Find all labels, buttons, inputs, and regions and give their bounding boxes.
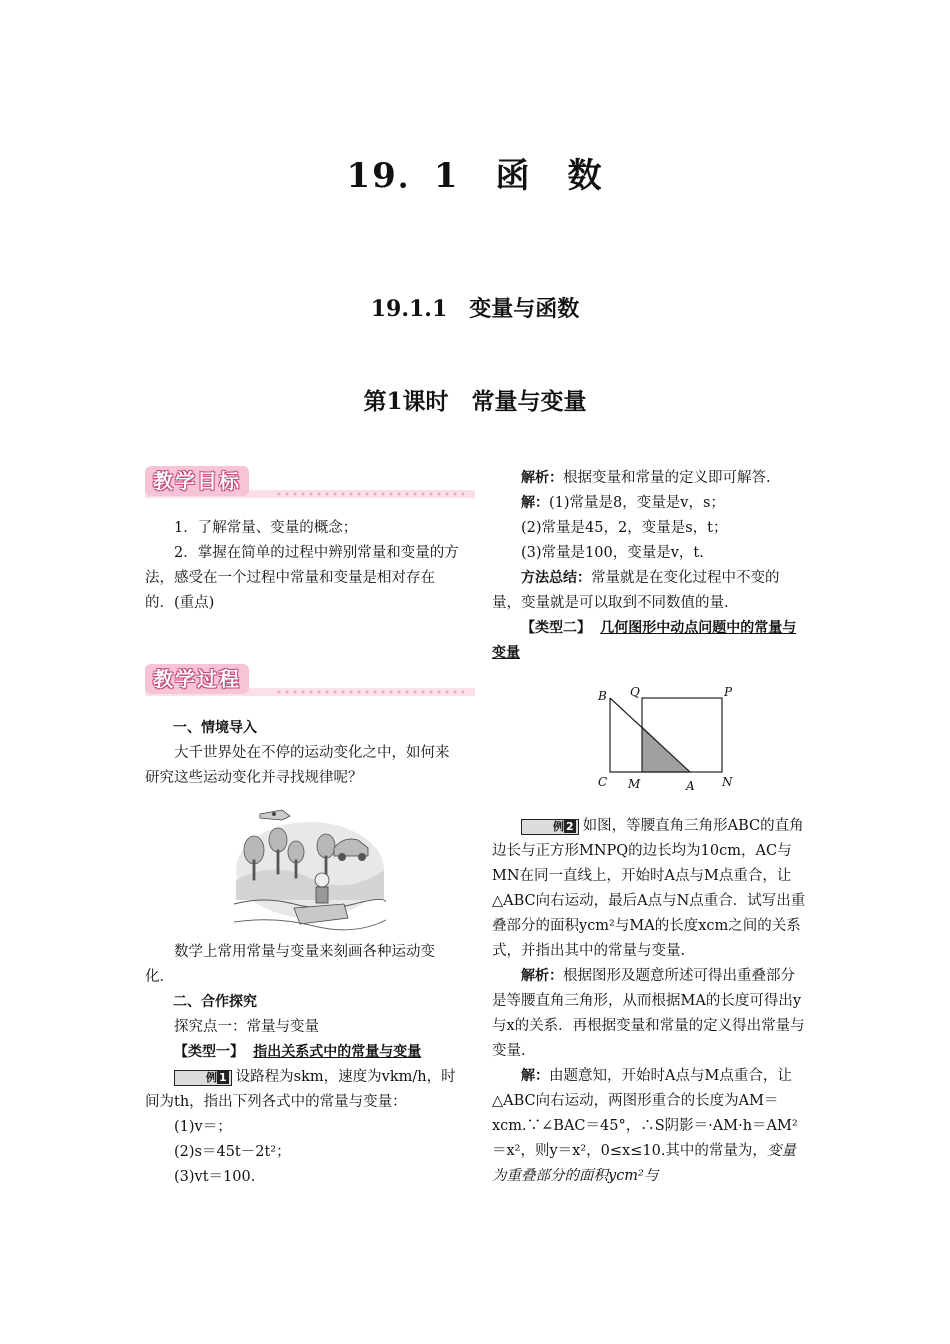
goal-banner — [145, 466, 475, 500]
label-A: A — [686, 779, 695, 793]
label-C: C — [598, 775, 608, 789]
solution1-line-3: (3)常量是100，变量是v，t. — [521, 545, 704, 561]
intro-text: 大千世界处在不停的运动变化之中，如何来研究这些运动变化并寻找规律呢？ — [145, 745, 450, 786]
process-banner-label: 教学过程 — [145, 664, 249, 694]
goals-block — [145, 516, 460, 616]
solution2-label: 解： — [521, 1068, 549, 1084]
intro-block — [145, 716, 460, 791]
process-banner — [145, 664, 475, 698]
label-N: N — [722, 775, 733, 789]
example1-item-1: (1)v＝； — [174, 1119, 232, 1135]
type1-title: 指出关系式中的常量与变量 — [253, 1044, 422, 1060]
type2-label: 【类型二】 — [521, 620, 591, 636]
label-M: M — [628, 777, 641, 791]
analysis2-text: 根据图形及题意所述可得出重叠部分是等腰直角三角形，从而根据MA的长度可得出y与x的关系．再根据变量和常量的定义得出常量与变量. — [492, 968, 805, 1059]
goal-banner-label: 教学目标 — [145, 466, 249, 496]
solution2-emphasis: 变量为重叠部分的面积ycm²与 — [492, 1143, 796, 1184]
label-P: P — [724, 685, 733, 699]
point1-heading: 探究点一：常量与变量 — [174, 1019, 319, 1035]
explore-block — [145, 940, 460, 1190]
analysis2-label: 解析： — [521, 968, 563, 984]
solution1-line-1: (1)常量是8，变量是v，s； — [549, 495, 725, 511]
right-block-bottom — [492, 814, 806, 1189]
example2-badge: 例 2 — [521, 819, 579, 835]
label-Q: Q — [630, 685, 640, 699]
solution1-line-2: (2)常量是45，2，变量是s，t； — [521, 520, 728, 536]
section-title: 19.1.1 变量与函数 — [370, 296, 580, 322]
lesson-title: 第1课时 常量与变量 — [363, 388, 587, 415]
goal-2: 2．掌握在简单的过程中辨别常量和变量的方法，感受在一个过程中常量和变量是相对存在的．(重点) — [145, 545, 459, 611]
solution2-text: 由题意知，开始时A点与M点重合，让△ABC向右运动，两图形重合的长度为AM＝xcm.∵∠BAC＝45°，∴S阴影＝·AM·h＝AM²＝x²，则y＝x²，0≤x≤10.其中的常量为， — [492, 1068, 798, 1159]
analysis1-text: 根据变量和常量的定义即可解答. — [563, 470, 771, 486]
type1-label: 【类型一】 — [174, 1044, 244, 1060]
method-label: 方法总结： — [521, 570, 591, 586]
example2-text: 如图，等腰直角三角形ABC的直角边长与正方形MNPQ的边长均为10cm，AC与MN在同一直线上，开始时A点与M点重合，让△ABC向右运动，最后A点与N点重合．试写出重叠部分的面积ycm²与MA的长度xcm之间的关系式，并指出其中的常量与变量. — [492, 818, 806, 959]
example1-item-3: (3)vt＝100. — [174, 1169, 256, 1185]
type2-title: 几何图形中动点问题中的常量与变量 — [492, 620, 797, 661]
method-text: 常量就是在变化过程中不变的量，变量就是可以取到不同数值的量. — [492, 570, 780, 611]
chapter-title: 19．1 函 数 — [346, 156, 604, 196]
geometry-figure — [590, 684, 750, 794]
example1-item-2: (2)s＝45t－2t²； — [174, 1144, 291, 1160]
solution1-label: 解： — [521, 495, 549, 511]
after-image-text: 数学上常用常量与变量来刻画各种运动变化． — [145, 944, 435, 985]
example1-text: 设路程为skm，速度为vkm/h，时间为th，指出下列各式中的常量与变量： — [145, 1069, 456, 1110]
analysis1-label: 解析： — [521, 470, 563, 486]
right-block-top — [492, 466, 806, 666]
explore-heading: 二、合作探究 — [173, 994, 257, 1010]
example1-badge: 例 1 — [174, 1070, 232, 1086]
intro-heading: 一、情境导入 — [173, 720, 257, 736]
goal-1: 1．了解常量、变量的概念； — [174, 520, 358, 536]
scene-illustration — [234, 800, 386, 934]
label-B: B — [598, 689, 607, 703]
